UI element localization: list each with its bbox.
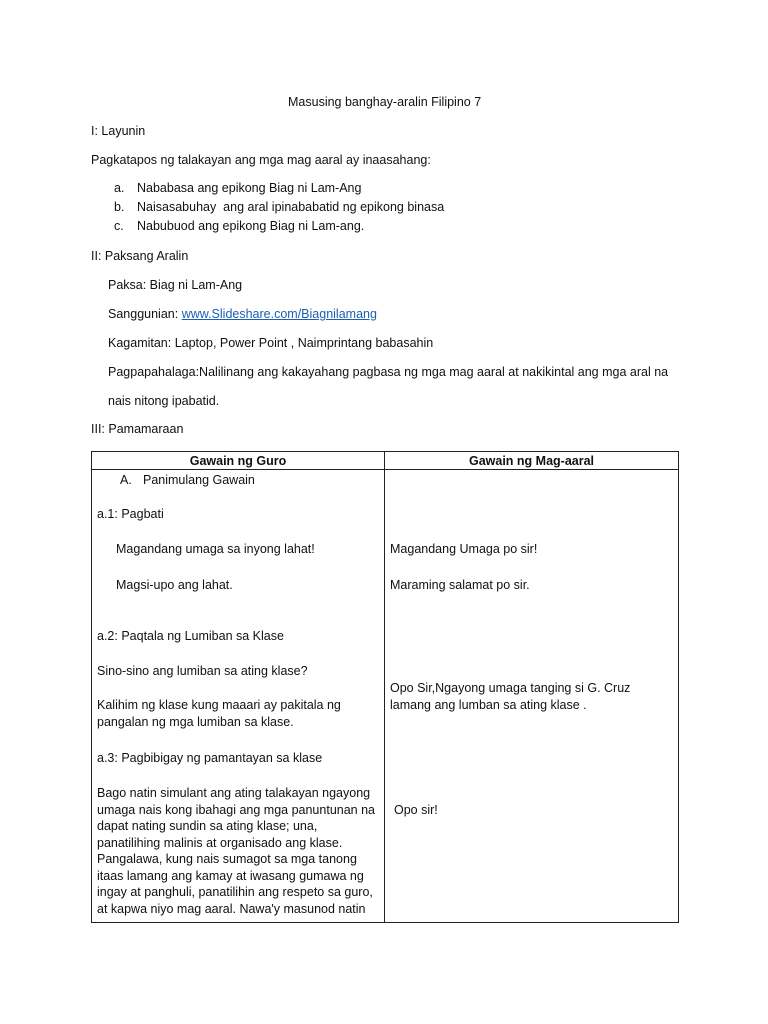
substep-rules: a.3: Pagbibigay ng pamantayan sa klase bbox=[97, 751, 323, 765]
sanggunian-line bbox=[108, 306, 377, 322]
pagpapahalaga-continuation: nais nitong ipabatid. bbox=[108, 394, 220, 408]
objective-marker: c. bbox=[114, 219, 124, 233]
objectives-intro: Pagkatapos ng talakayan ang mga mag aaral ay inaasahang: bbox=[91, 153, 431, 167]
section-heading-pamamaraan: III: Pamamaraan bbox=[91, 422, 184, 436]
substep-attendance: a.2: Paqtala ng Lumiban sa Klase bbox=[97, 629, 284, 643]
student-thanks: Maraming salamat po sir. bbox=[390, 578, 530, 592]
kagamitan-line: Kagamitan: Laptop, Power Point , Naimprintang babasahin bbox=[108, 336, 434, 350]
student-agree: Opo sir! bbox=[394, 803, 438, 817]
substep-pagbati: a.1: Pagbati bbox=[97, 507, 164, 521]
page-title: Masusing banghay-aralin Filipino 7 bbox=[288, 95, 482, 109]
table-row bbox=[92, 470, 679, 923]
paksa-line: Paksa: Biag ni Lam-Ang bbox=[108, 278, 243, 292]
column-header-guro: Gawain ng Guro bbox=[92, 452, 385, 470]
teacher-sit-instruction: Magsi-upo ang lahat. bbox=[116, 578, 233, 592]
step-title: Panimulang Gawain bbox=[143, 473, 255, 487]
section-heading-paksang-aralin: II: Paksang Aralin bbox=[91, 249, 189, 263]
step-marker: A. bbox=[120, 473, 132, 487]
sanggunian-link[interactable]: www.Slideshare.com/Biagnilamang bbox=[181, 307, 377, 321]
objective-item: Naisasabuhay ang aral ipinababatid ng epikong binasa bbox=[137, 200, 445, 214]
objective-item: Nabubuod ang epikong Biag ni Lam-ang. bbox=[137, 219, 365, 233]
teacher-rules-paragraph: Bago natin simulant ang ating talakayan ngayong umaga nais kong ibahagi ang mga panuntunan na dapat nating sundin sa ating klase; una, panatilihing malinis at organisado ang klase. Pangalawa, kung nais sumagot sa mga tanong itaas lamang ang kamay at iwasang gumawa ng ingay at panghuli, panatilihin ang respeto sa guro, at kapwa niyo mag aaral. Nawa'y masunod natin bbox=[97, 786, 375, 916]
lesson-table bbox=[91, 451, 679, 923]
teacher-cell bbox=[92, 470, 385, 923]
objective-marker: b. bbox=[114, 200, 125, 214]
table-header-row bbox=[92, 452, 679, 470]
section-heading-layunin: I: Layunin bbox=[91, 124, 146, 138]
pagpapahalaga-line: Pagpapahalaga:Nalilinang ang kakayahang pagbasa ng mga mag aaral at nakikintal ang mga aral na bbox=[108, 365, 669, 379]
teacher-absent-question: Sino-sino ang lumiban sa ating klase? bbox=[97, 664, 308, 678]
teacher-greeting: Magandang umaga sa inyong lahat! bbox=[116, 542, 315, 556]
student-absent-reply: Opo Sir,Ngayong umaga tanging si G. Cruz lamang ang lumban sa ating klase . bbox=[390, 681, 631, 712]
column-header-mag-aaral: Gawain ng Mag-aaral bbox=[385, 452, 679, 470]
student-greeting-reply: Magandang Umaga po sir! bbox=[390, 542, 538, 556]
teacher-secretary-instruction: Kalihim ng klase kung maaari ay pakitala ng pangalan ng mga lumiban sa klase. bbox=[97, 698, 341, 729]
sanggunian-label: Sanggunian: bbox=[108, 307, 182, 321]
student-cell bbox=[385, 470, 679, 923]
objective-item: Nababasa ang epikong Biag ni Lam-Ang bbox=[137, 181, 362, 195]
objective-marker: a. bbox=[114, 181, 125, 195]
